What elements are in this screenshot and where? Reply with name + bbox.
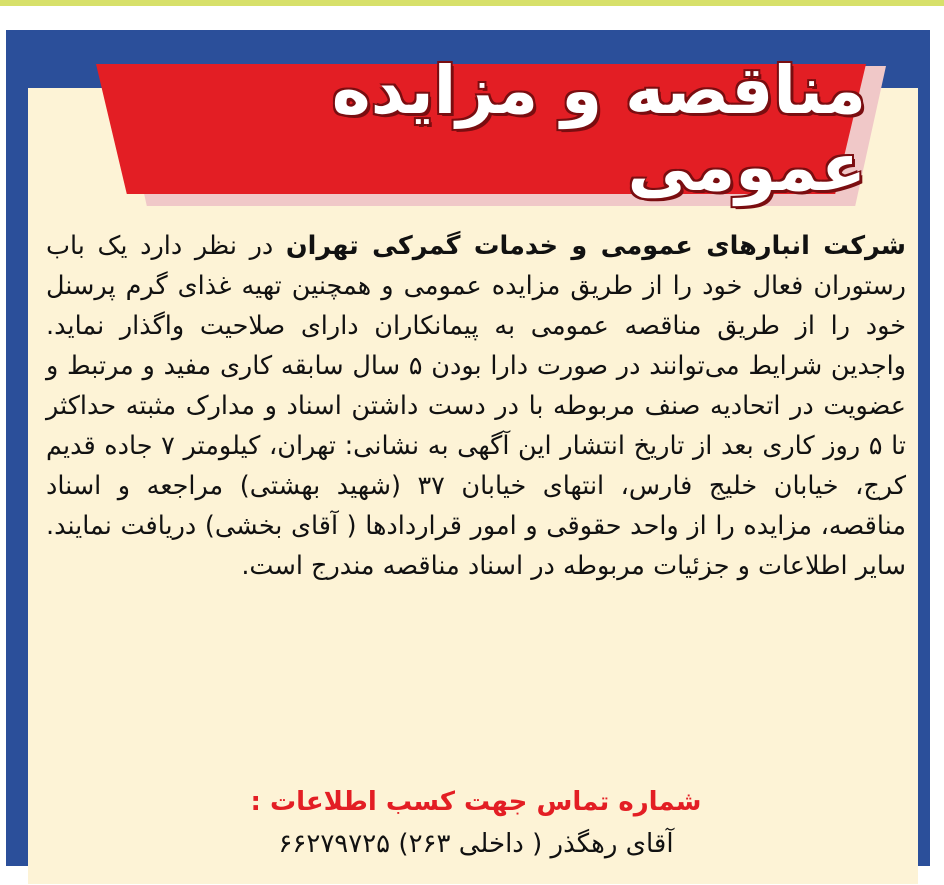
announcement-body-text: در نظر دارد یک باب رستوران فعال خود را از طریق مزایده عمومی و همچنین تهیه غذای گرم پرسنل خود را از طریق مناقصه عمومی به پیمانکاران دارای صلاحیت واگذار نماید. واجدین شرایط می‌توانند در صورت دارا بودن ۵ سال سابقه کاری مفید و مرتبط و عضویت در اتحادیه صنف مربوطه با در دست داشتن اسناد و مدارک مثبته حداکثر تا ۵ روز کاری بعد از تاریخ انتشار این آگهی به نشانی: تهران، کیلومتر ۷ جاده قدیم کرج، خیابان خلیج فارس، انتهای خیابان ۳۷ (شهید بهشتی) مراجعه و اسناد مناقصه، مزایده را از واحد حقوقی و امور قراردادها ( آقای بخشی) دریافت نمایند. سایر اطلاعات و جزئیات مربوطه در اسناد مناقصه مندرج است. [46,231,906,581]
announcement-frame [6,30,930,866]
top-accent-rule [0,0,944,6]
contact-details: آقای رهگذر ( داخلی ۲۶۳) ۶۶۲۷۹۷۲۵ [278,829,674,859]
contact-heading: شماره تماس جهت کسب اطلاعات : [250,787,702,817]
announcement-body [46,226,906,586]
announcement-title: مناقصه و مزایده عمومی [331,52,866,206]
company-name: شرکت انبارهای عمومی و خدمات گمرکی تهران [285,231,906,261]
